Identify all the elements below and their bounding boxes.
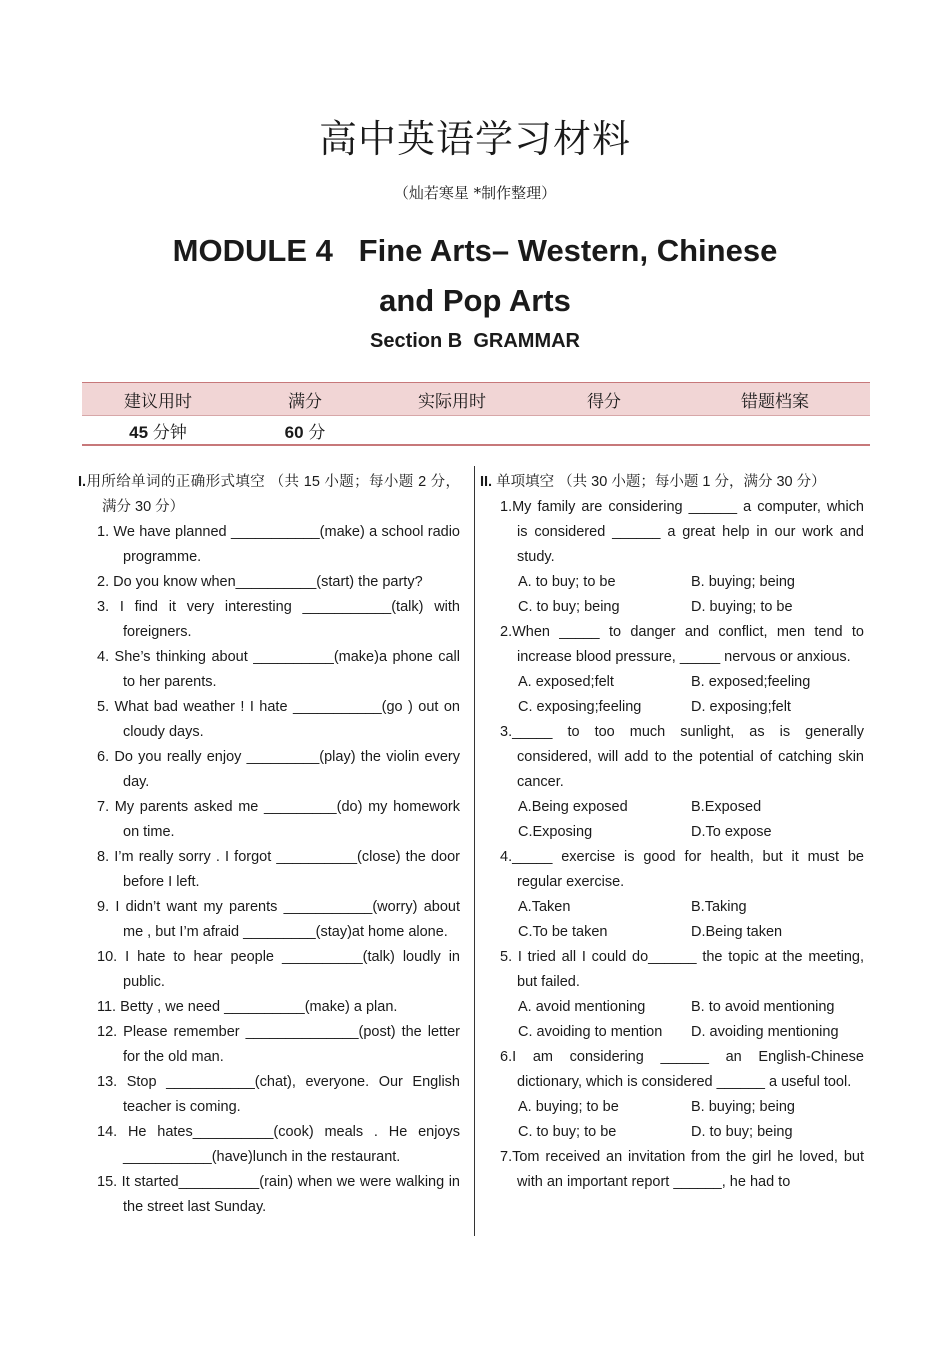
header-score: 得分 <box>528 383 680 416</box>
option-a: A. to buy; to be <box>518 574 616 590</box>
option-row <box>480 1095 864 1120</box>
module-title <box>0 226 950 326</box>
part1-heading: I.用所给单词的正确形式填空 （共 15 小题；每小题 2 分，满分 30 分） <box>78 474 460 515</box>
list-item: 12. Please remember ______________(post) the letter for the old man. <box>97 1024 460 1065</box>
option-row <box>480 995 864 1020</box>
question <box>480 1045 864 1145</box>
option-c: C. avoiding to mention <box>518 1024 663 1040</box>
question-stem: 6.I am considering ______ an English-Chinese dictionary, which is considered ______ a useful tool. <box>500 1049 864 1090</box>
score-table-header-row <box>82 383 870 416</box>
question <box>480 1145 864 1195</box>
question-stem: 3._____ to too much sunlight, as is generally considered, will add to the potential of catching skin cancer. <box>500 724 864 790</box>
list-item: 11. Betty , we need __________(make) a plan. <box>97 999 398 1015</box>
module-title-line1: MODULE 4 Fine Arts– Western, Chinese <box>172 233 778 268</box>
option-c: C.To be taken <box>518 924 608 940</box>
list-item: 7. My parents asked me _________(do) my homework on time. <box>97 799 460 840</box>
score-table <box>82 382 870 446</box>
list-item: 4. She’s thinking about __________(make)a phone call to her parents. <box>97 649 460 690</box>
part1-fill-in-section <box>78 470 460 1220</box>
list-item: 13. Stop ___________(chat), everyone. Our English teacher is coming. <box>97 1074 460 1115</box>
list-item: 14. He hates__________(cook) meals . He enjoys ___________(have)lunch in the restaurant. <box>97 1124 460 1165</box>
option-row <box>480 695 864 720</box>
module-title-line2: and Pop Arts <box>379 283 571 318</box>
question <box>480 620 864 720</box>
page-title: 高中英语学习材料 <box>318 117 631 161</box>
option-a: A.Taken <box>518 899 571 915</box>
option-row <box>480 570 864 595</box>
full-score-value: 60 分 <box>234 416 376 446</box>
list-item: 3. I find it very interesting ___________(talk) with foreigners. <box>97 599 460 640</box>
header-error-record: 错题档案 <box>680 383 870 416</box>
option-c: C. to buy; being <box>518 599 620 615</box>
option-b: B. exposed;feeling <box>691 674 811 690</box>
part2-multiple-choice-section <box>480 470 864 1195</box>
question <box>480 845 864 945</box>
option-a: A.Being exposed <box>518 799 628 815</box>
option-d: D. to buy; being <box>691 1124 793 1140</box>
option-b: B. buying; being <box>691 574 795 590</box>
option-d: D.Being taken <box>691 924 783 940</box>
option-a: A. exposed;felt <box>518 674 614 690</box>
list-item: 15. It started__________(rain) when we were walking in the street last Sunday. <box>97 1174 460 1215</box>
option-b: B. buying; being <box>691 1099 795 1115</box>
question-stem: 4._____ exercise is good for health, but it must be regular exercise. <box>500 849 864 890</box>
question-stem: 5. I tried all I could do______ the topic at the meeting, but failed. <box>500 949 864 990</box>
list-item: 1. We have planned ___________(make) a school radio programme. <box>97 524 460 565</box>
part2-heading: II. 单项填空 （共 30 小题；每小题 1 分，满分 30 分） <box>480 474 826 490</box>
list-item: 10. I hate to hear people __________(talk) loudly in public. <box>97 949 460 990</box>
list-item: 8. I’m really sorry . I forgot __________(close) the door before I left. <box>97 849 460 890</box>
option-d: D. avoiding mentioning <box>691 1024 839 1040</box>
question-stem: 2.When _____ to danger and conflict, men tend to increase blood pressure, _____ nervous or anxious. <box>500 624 864 665</box>
option-b: B. to avoid mentioning <box>691 999 835 1015</box>
question-stem: 1.My family are considering ______ a computer, which is considered ______ a great help in our work and study. <box>500 499 864 565</box>
option-b: B.Exposed <box>691 799 762 815</box>
suggested-time-value: 45 分钟 <box>82 416 234 446</box>
option-row <box>480 895 864 920</box>
option-c: C. exposing;feeling <box>518 699 642 715</box>
question <box>480 720 864 845</box>
option-row <box>480 1020 864 1045</box>
option-c: C.Exposing <box>518 824 593 840</box>
actual-time-cell <box>376 416 528 446</box>
score-cell <box>528 416 680 446</box>
error-record-cell <box>680 416 870 446</box>
section-title: Section B GRAMMAR <box>370 330 580 352</box>
list-item: 6. Do you really enjoy _________(play) the violin every day. <box>97 749 460 790</box>
option-row <box>480 795 864 820</box>
option-a: A. avoid mentioning <box>518 999 646 1015</box>
list-item: 9. I didn’t want my parents ___________(worry) about me , but I’m afraid _________(stay)at home alone. <box>97 899 460 940</box>
option-d: D. buying; to be <box>691 599 793 615</box>
column-divider <box>474 466 475 1236</box>
question-stem: 7.Tom received an invitation from the girl he loved, but with an important report ______, he had to <box>500 1149 864 1190</box>
list-item: 2. Do you know when__________(start) the party? <box>97 574 423 590</box>
header-suggested-time: 建议用时 <box>82 383 234 416</box>
option-c: C. to buy; to be <box>518 1124 617 1140</box>
option-row <box>480 1120 864 1145</box>
option-a: A. buying; to be <box>518 1099 619 1115</box>
page-subtitle: （灿若寒星 *制作整理） <box>393 184 557 202</box>
option-d: D.To expose <box>691 824 772 840</box>
option-b: B.Taking <box>691 899 747 915</box>
option-row <box>480 595 864 620</box>
question <box>480 495 864 620</box>
question <box>480 945 864 1045</box>
option-row <box>480 820 864 845</box>
option-d: D. exposing;felt <box>691 699 791 715</box>
header-full-score: 满分 <box>234 383 376 416</box>
list-item: 5. What bad weather ! I hate ___________(go ) out on cloudy days. <box>97 699 460 740</box>
option-row <box>480 920 864 945</box>
header-actual-time: 实际用时 <box>376 383 528 416</box>
option-row <box>480 670 864 695</box>
score-table-value-row <box>82 416 870 446</box>
